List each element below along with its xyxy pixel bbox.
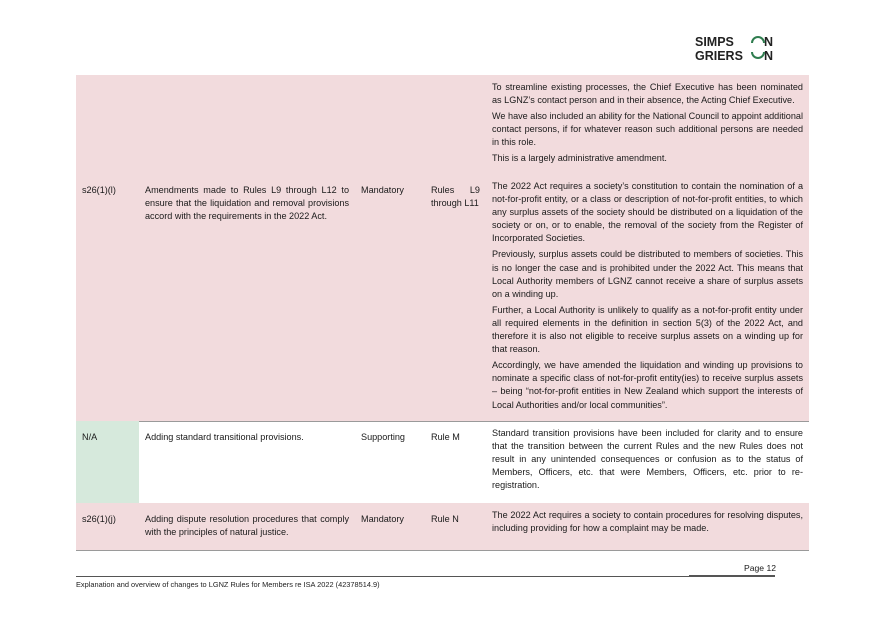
explanation-paragraph: To streamline existing processes, the Chief Executive has been nominated as LGNZ’s contact person and in their absence, the Acting Chief Executive. <box>492 82 803 106</box>
explanation-paragraph: We have also included an ability for the National Council to appoint additional contact persons, if for whatever reason such additional persons are needed in this role. <box>492 111 803 148</box>
explanation-cell <box>486 421 809 503</box>
explanation-paragraph: Previously, surplus assets could be distributed to members of societies. This is no longer the case and is prohibited under the 2022 Act. This means that Local Authority members of LGNZ cannot receive a share of surplus assets on a winding up. <box>492 249 803 299</box>
footer-divider <box>76 576 775 577</box>
logo-line-1-end: N <box>764 35 774 49</box>
section-cell: N/A <box>76 421 139 503</box>
page-number: Page 12 <box>744 563 777 573</box>
explanation-cell <box>486 503 809 550</box>
table-row <box>76 421 809 503</box>
section-cell <box>76 75 139 174</box>
status-cell: Supporting <box>361 432 405 442</box>
status-cell <box>355 75 425 174</box>
changes-table <box>76 75 809 550</box>
status-cell: Mandatory <box>361 185 404 195</box>
logo-arc-top-icon <box>752 37 764 43</box>
status-cell: Mandatory <box>361 514 404 524</box>
description-cell <box>139 75 355 174</box>
explanation-cell <box>486 75 809 174</box>
table-row <box>76 75 809 174</box>
logo-line-2-end: N <box>764 49 774 63</box>
logo-line-1: SIMPS <box>695 35 734 49</box>
logo-line-2: GRIERS <box>695 49 743 63</box>
rules-cell: Rules L9 through L11 <box>431 185 480 209</box>
simpson-grierson-logo <box>693 34 779 64</box>
section-cell: s26(1)(j) <box>82 514 116 524</box>
explanation-paragraph: The 2022 Act requires a society to contain procedures for resolving disputes, including providing for how a complaint may be made. <box>492 510 803 534</box>
explanation-paragraph: Accordingly, we have amended the liquidation and winding up provisions to nominate a specific class of not-for-profit entity(ies) to receive surplus assets – being “not-for-profit entities in New Zealand which support the interests of Local Authorities and/or local communities”. <box>492 360 803 410</box>
rules-cell <box>425 75 486 174</box>
explanation-cell <box>486 174 809 421</box>
description-cell: Adding dispute resolution procedures that comply with the principles of natural justice. <box>145 514 349 538</box>
description-cell: Amendments made to Rules L9 through L12 to ensure that the liquidation and removal provisions accord with the requirements in the 2022 Act. <box>145 185 349 222</box>
explanation-paragraph: Standard transition provisions have been included for clarity and to ensure that the transition between the current Rules and the new Rules does not result in any unintended consequences or confusion as to the status of Members, Officers, etc. that were Members, Officers, etc. prior to re-registration. <box>492 428 803 491</box>
explanation-paragraph: Further, a Local Authority is unlikely to qualify as a not-for-profit entity under all required elements in the definition in section 5(3) of the 2022 Act, and therefore it is also not eligible to receive surplus assets on a winding up for that reason. <box>492 304 803 355</box>
row-divider <box>76 550 809 551</box>
table-row <box>76 503 809 550</box>
rules-cell: Rule M <box>431 432 460 442</box>
explanation-paragraph: The 2022 Act requires a society’s constitution to contain the nomination of a not-for-profit entity, or a class or description of not-for-profit entities, to which any surplus assets of the society should be distributed on a liquidation of the society or on, or to enable, the removal of the society from the Register of Incorporated Societies. <box>492 181 803 244</box>
rules-cell: Rule N <box>431 514 459 524</box>
table-row <box>76 174 809 421</box>
description-cell: Adding standard transitional provisions. <box>145 432 304 442</box>
footer-document-title: Explanation and overview of changes to LGNZ Rules for Members re ISA 2022 (42378514.9) <box>76 580 380 589</box>
section-cell: s26(1)(l) <box>82 185 116 195</box>
logo-arc-bottom-icon <box>752 52 764 58</box>
explanation-paragraph: This is a largely administrative amendment. <box>492 153 667 164</box>
